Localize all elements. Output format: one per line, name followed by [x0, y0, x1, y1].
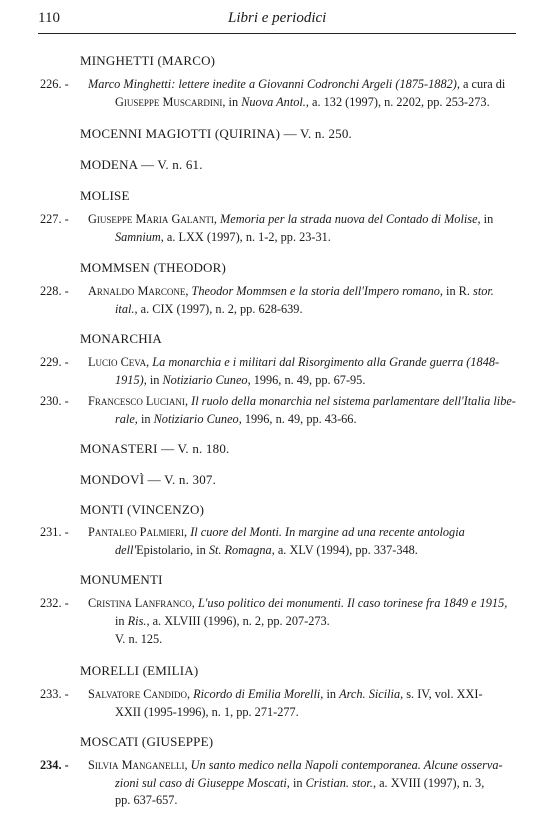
heading-moscati: MOSCATI (GIUSEPPE) [80, 734, 214, 749]
heading-mondovi: MONDOVÌ — V. n. 307. [80, 472, 217, 487]
entry-text: Cristina Lanfranco, L'uso politico dei monumenti. Il caso torinese fra 1849 e 1915, in Ris., a. XLVIII (1996), n. 2, pp. 207-273. [88, 596, 508, 628]
see-also-reference: V. n. 125. [115, 632, 163, 646]
running-title: Libri e periodici [228, 10, 327, 26]
entry-text: Silvia Manganelli, Un santo medico nella Napoli contemporanea. Alcune osserva- zioni sul caso di Giuseppe Moscati, in Cristian. stor., a. XVIII (1997), n. 3, pp. 637-657. [88, 758, 503, 807]
page-number: 110 [38, 10, 60, 26]
entry-number: 230. - [40, 394, 69, 408]
entry-text: Lucio Ceva, La monarchia e i militari dal Risorgimento alla Grande guerra (1848- 1915), in Notiziario Cuneo, 1996, n. 49, pp. 67-95. [88, 355, 500, 387]
entry-number: 232. - [40, 596, 69, 610]
entry-text: Arnaldo Marcone, Theodor Mommsen e la storia dell'Impero romano, in R. stor. ital., a. CIX (1997), n. 2, pp. 628-639. [88, 284, 494, 316]
entry-number: 226. - [40, 77, 69, 91]
heading-monti: MONTI (VINCENZO) [80, 502, 205, 517]
entry-number: 229. - [40, 355, 69, 369]
entry-text: Francesco Luciani, Il ruolo della monarchia nel sistema parlamentare dell'Italia libe- rale, in Notiziario Cuneo, 1996, n. 49, pp. 43-66. [88, 394, 516, 426]
heading-monasteri: MONASTERI — V. n. 180. [80, 441, 230, 456]
page-header [38, 10, 516, 32]
entry-text: Salvatore Candido, Ricordo di Emilia Morelli, in Arch. Sicilia, s. IV, vol. XXI- XXII (1995-1996), n. 1, pp. 271-277. [88, 687, 483, 719]
heading-mommsen: MOMMSEN (THEODOR) [80, 260, 227, 275]
entry-text: Giuseppe Maria Galanti, Memoria per la strada nuova del Contado di Molise, in Samnium, a. LXX (1997), n. 1-2, pp. 23-31. [88, 212, 494, 244]
heading-minghetti: MINGHETTI (MARCO) [80, 53, 216, 68]
entry-text: Pantaleo Palmieri, Il cuore del Monti. In margine ad una recente antologia dell'Epistolario, in St. Romagna, a. XLV (1994), pp. 337-348. [88, 525, 465, 557]
heading-monarchia: MONARCHIA [80, 331, 162, 346]
entry-number: 233. - [40, 687, 69, 701]
heading-morelli: MORELLI (EMILIA) [80, 663, 199, 678]
heading-molise: MOLISE [80, 188, 130, 203]
entry-text: Marco Minghetti: lettere inedite a Giovanni Codronchi Argeli (1875-1882), a cura di Giuseppe Muscardini, in Nuova Antol., a. 132 (1997), n. 2202, pp. 253-273. [88, 77, 506, 109]
entry-number: 231. - [40, 525, 69, 539]
heading-modena: MODENA — V. n. 61. [80, 157, 203, 172]
entry-number: 234. - [40, 758, 69, 772]
header-rule [38, 33, 516, 34]
heading-monumenti: MONUMENTI [80, 572, 163, 587]
entry-number: 228. - [40, 284, 69, 298]
entry-number: 227. - [40, 212, 69, 226]
heading-mocenni-magiotti: MOCENNI MAGIOTTI (QUIRINA) — V. n. 250. [80, 126, 352, 141]
